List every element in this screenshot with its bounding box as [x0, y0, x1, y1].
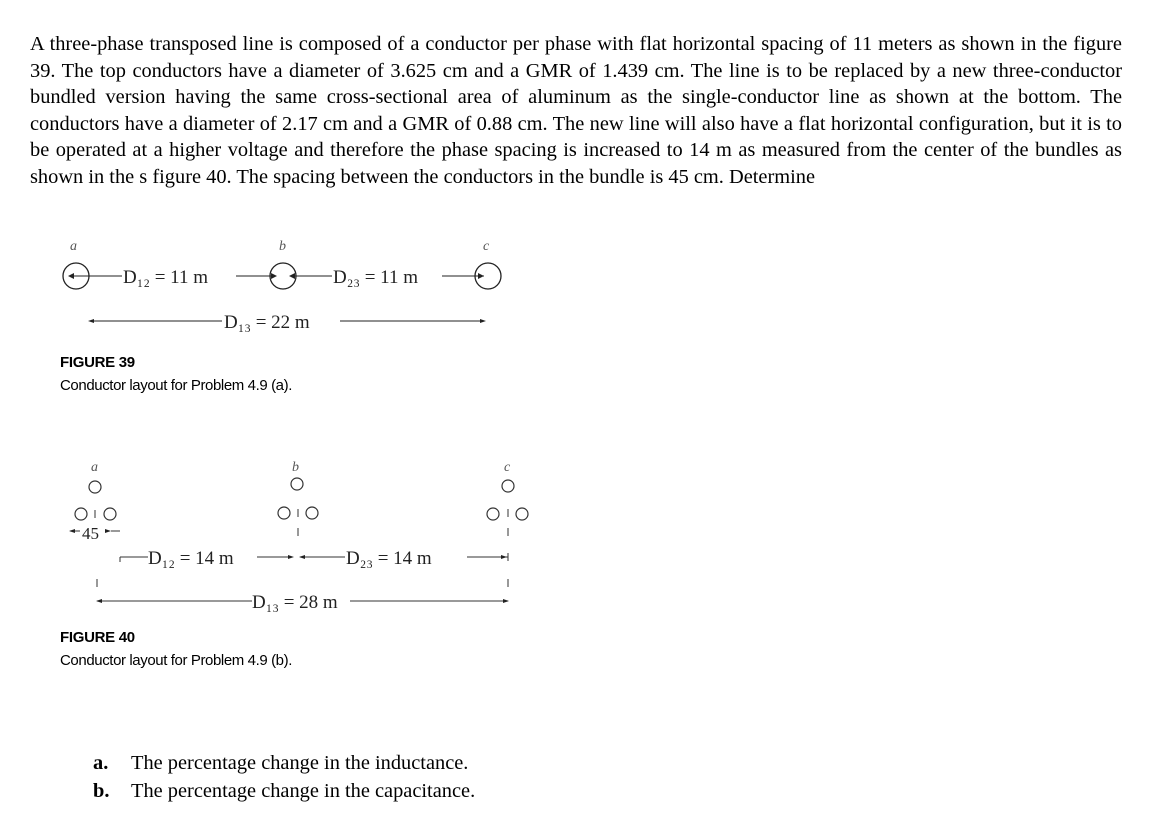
- question-text: The percentage change in the inductance.: [131, 752, 469, 774]
- fig40-bundle-b-right: [306, 507, 318, 519]
- fig40-bundle-spacing-label: 45: [82, 524, 99, 543]
- fig39-caption-title: FIGURE 39: [60, 354, 135, 371]
- problem-statement: A three-phase transposed line is composed of a conductor per phase with flat horizontal spacing of 11 meters as shown in the figure 39. The top conductors have a diameter of 3.625 cm and a GMR of 1.439 cm. The line is to be replaced by a new three-conductor bundled version having the same cross-sectional area of aluminum as the single-conductor line as shown at the bottom. The conductors have a diameter of 2.17 cm and a GMR of 0.88 cm. The new line will also have a flat horizontal configuration, but it is to be operated at a higher voltage and therefore the phase spacing is increased to 14 m as measured from the center of the bundles as shown in the s figure 40. The spacing between the conductors in the bundle is 45 cm. Determine: [30, 33, 1122, 188]
- fig39-phase-a-label: a: [70, 239, 77, 254]
- fig39-phase-b-label: b: [279, 239, 286, 254]
- fig40-phase-b-label: b: [292, 460, 299, 475]
- fig40-bundle-c-left: [487, 508, 499, 520]
- fig40-caption-sub: Conductor layout for Problem 4.9 (b).: [60, 652, 292, 669]
- fig40-bundle-b-left: [278, 507, 290, 519]
- fig39-d12-label: D₁₂ = 11 m: [123, 267, 209, 288]
- fig40-d12-label: D₁₂ = 14 m: [148, 548, 234, 569]
- fig40-bundle-c-top: [502, 480, 514, 492]
- fig40-phase-c-label: c: [504, 460, 511, 475]
- fig40-bundle-a-right: [104, 508, 116, 520]
- fig39-phase-c-label: c: [483, 239, 490, 254]
- fig40-d23-label: D₂₃ = 14 m: [346, 548, 432, 569]
- fig40-bundle-b-top: [291, 478, 303, 490]
- question-label: a.: [93, 752, 109, 774]
- fig39-d23-label: D₂₃ = 11 m: [333, 267, 419, 288]
- fig40-bundle-a-top: [89, 481, 101, 493]
- question-item: [93, 750, 475, 778]
- fig40-bundle-a-left: [75, 508, 87, 520]
- fig40-caption-title: FIGURE 40: [60, 629, 135, 646]
- fig40-phase-a-label: a: [91, 460, 98, 475]
- fig40-bundle-c-right: [516, 508, 528, 520]
- fig39-d13-label: D₁₃ = 22 m: [224, 312, 310, 333]
- question-label: b.: [93, 779, 110, 802]
- fig39-caption-sub: Conductor layout for Problem 4.9 (a).: [60, 377, 292, 394]
- questions-list: [93, 750, 475, 805]
- question-text: The percentage change in the capacitance.: [131, 779, 476, 802]
- question-item: [93, 778, 475, 806]
- fig40-d13-label: D₁₃ = 28 m: [252, 592, 338, 613]
